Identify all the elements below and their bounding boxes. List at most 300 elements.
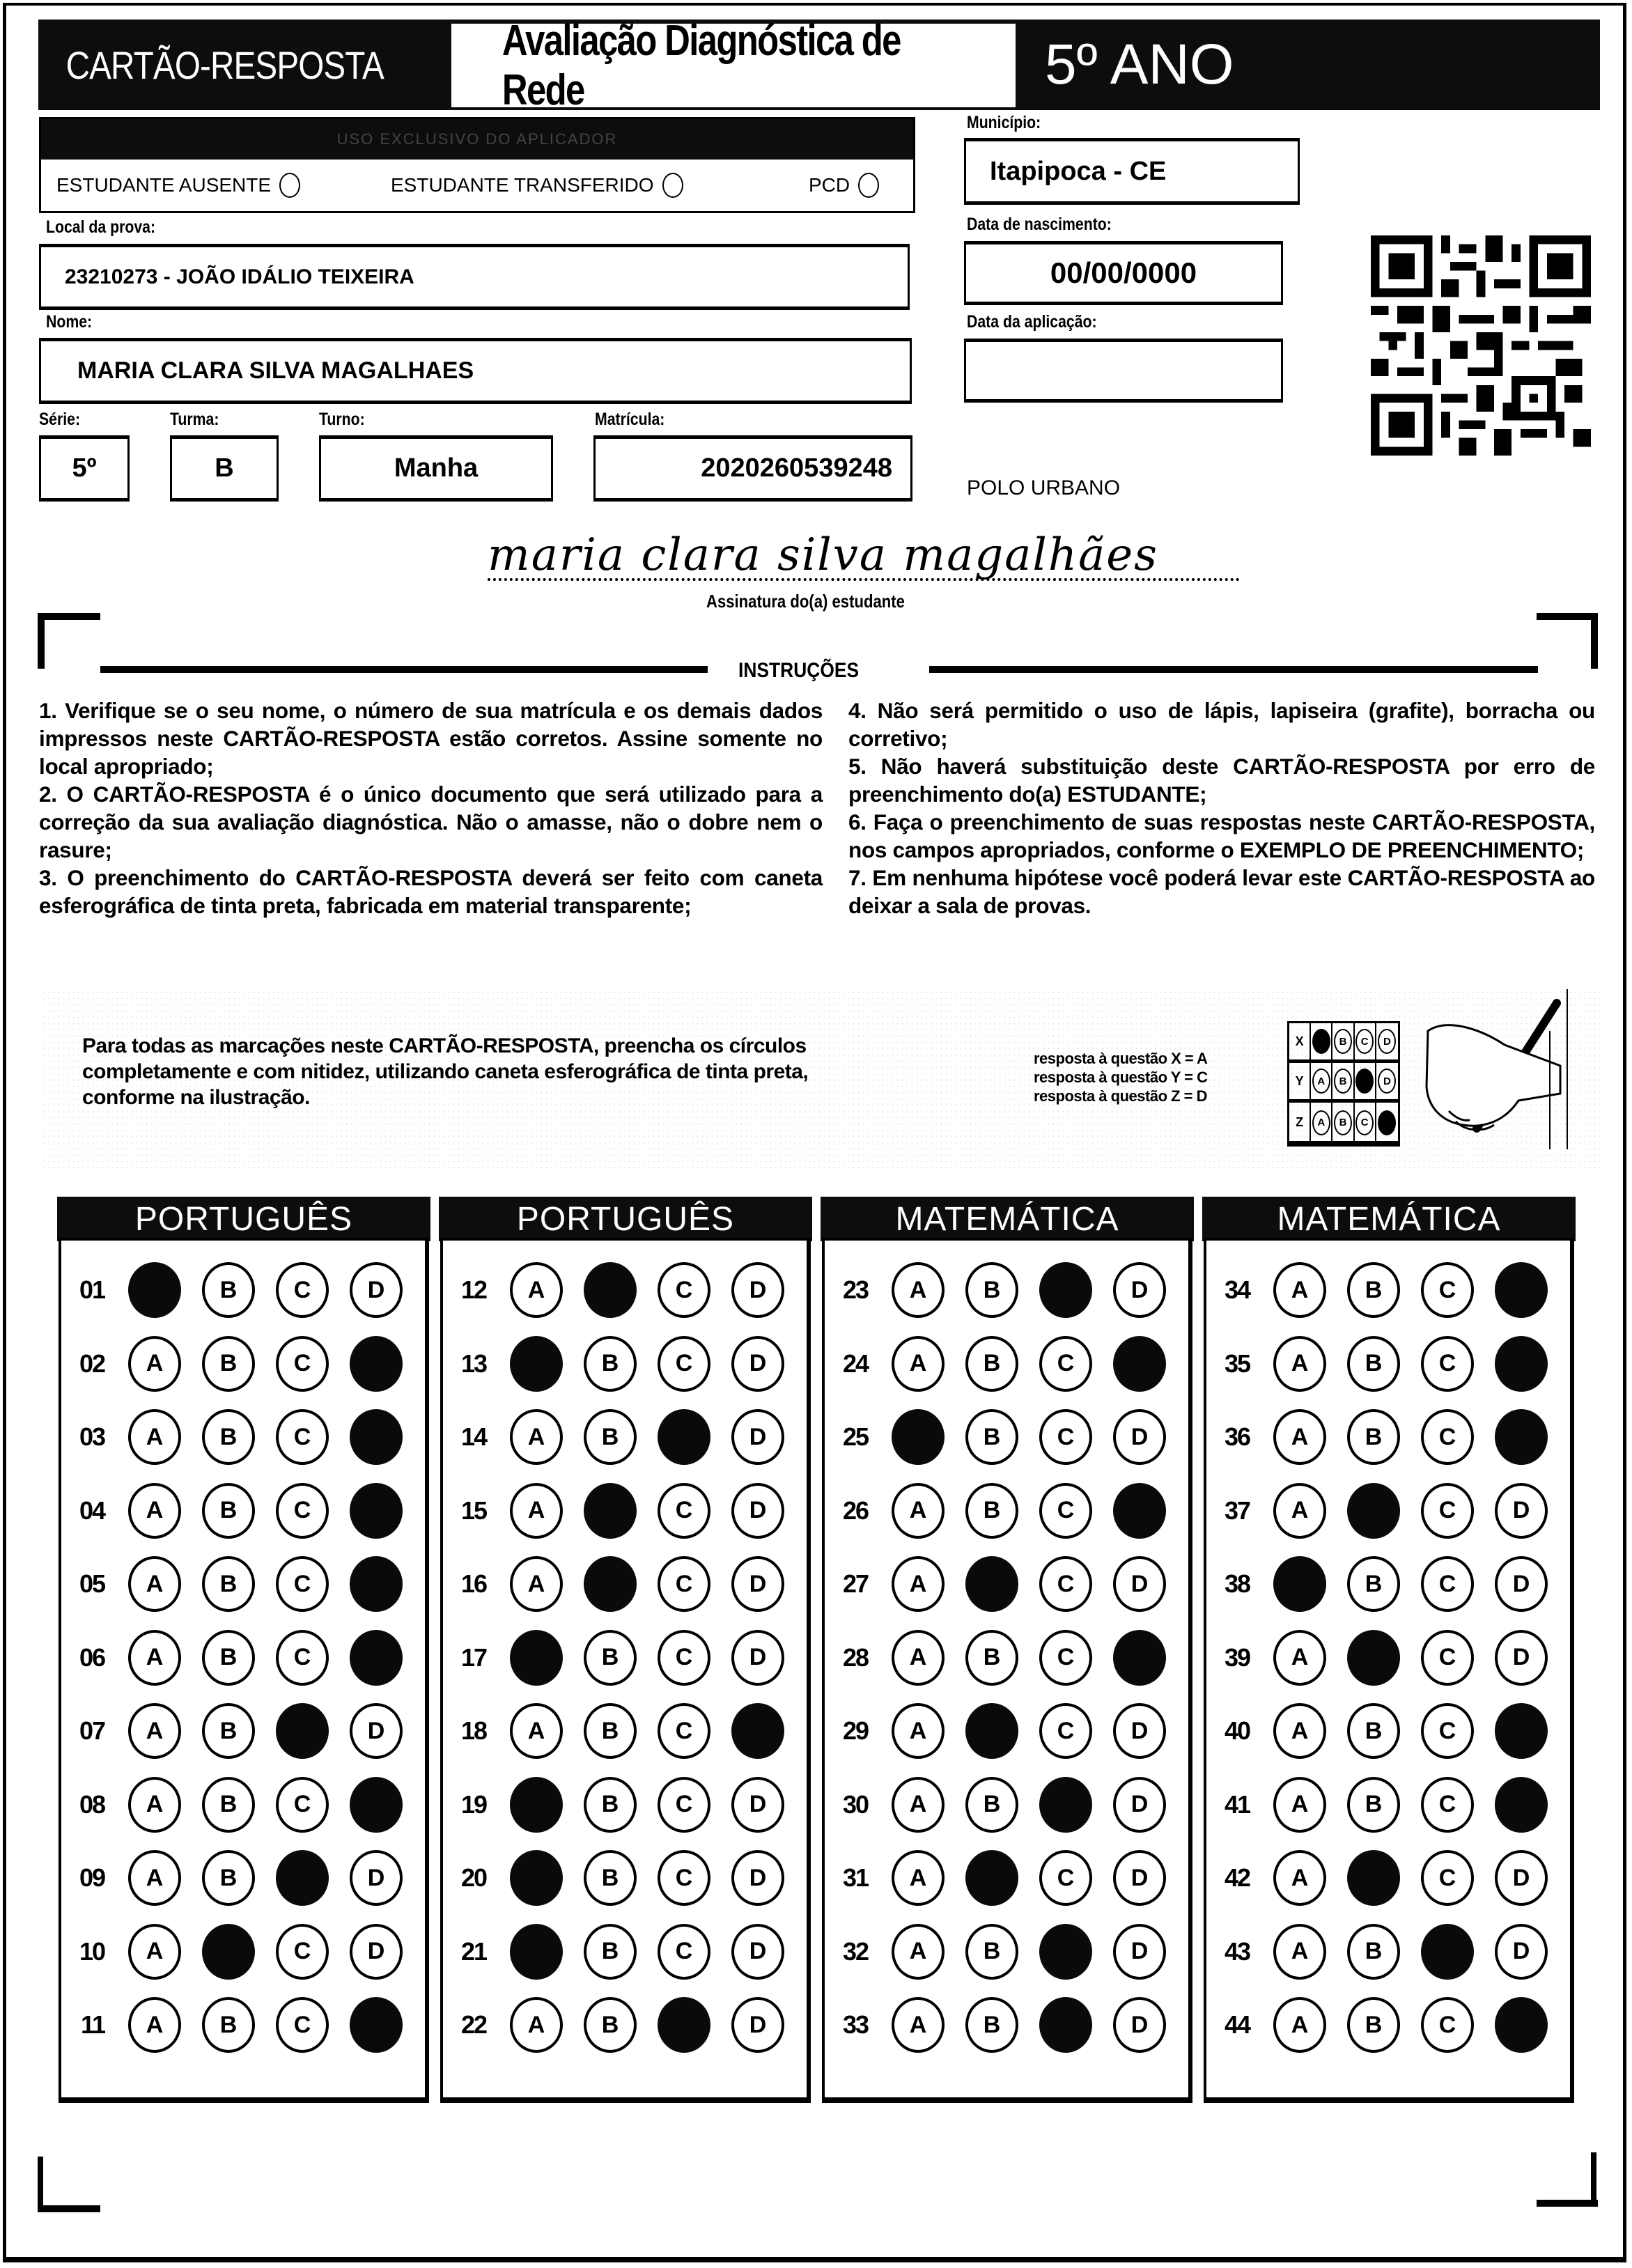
matricula-field	[593, 435, 912, 502]
answer-bubble-d[interactable]	[1495, 1997, 1548, 2053]
answer-bubble-c[interactable]	[1039, 1262, 1092, 1318]
answer-bubble-c[interactable]: C	[658, 1850, 710, 1906]
answer-bubble-a[interactable]: A	[1273, 1630, 1326, 1686]
corner-mark-tl	[38, 613, 100, 620]
answer-bubble-c[interactable]: C	[658, 1336, 710, 1392]
example-legend-x: resposta à questão X = A	[1034, 1050, 1208, 1067]
section-header-3: MATEMÁTICA	[821, 1197, 1194, 1241]
question-number: 16	[460, 1569, 486, 1598]
question-row	[832, 1630, 1166, 1686]
answer-bubble-c[interactable]	[658, 1409, 710, 1465]
answer-bubble-a[interactable]	[1273, 1556, 1326, 1612]
answer-bubble-a[interactable]: A	[1273, 1483, 1326, 1539]
answer-bubble-c[interactable]: C	[1039, 1630, 1092, 1686]
answer-bubble-c[interactable]: C	[1039, 1556, 1092, 1612]
option-absent[interactable]	[56, 173, 391, 198]
card-title: CARTÃO-RESPOSTA	[65, 42, 384, 87]
answer-bubble-a[interactable]: A	[892, 1997, 945, 2053]
turno-field	[319, 435, 553, 502]
instructions-title: INSTRUÇÕES	[738, 659, 860, 682]
example-cell	[1376, 1063, 1398, 1099]
answer-bubble-b[interactable]: B	[965, 1336, 1018, 1392]
municipio-value: Itapipoca - CE	[990, 156, 1167, 186]
answer-bubble-a[interactable]: A	[128, 1556, 181, 1612]
answer-bubble-d[interactable]	[1495, 1336, 1548, 1392]
example-bubble: B	[1334, 1110, 1352, 1135]
answer-bubble-c[interactable]	[1039, 1777, 1092, 1833]
answer-bubble-b[interactable]: B	[584, 1777, 637, 1833]
answer-bubble-a[interactable]: A	[1273, 1924, 1326, 1980]
nascimento-field	[964, 241, 1283, 305]
answer-bubble-a[interactable]: A	[1273, 1409, 1326, 1465]
question-number: 20	[460, 1863, 486, 1892]
answer-bubble-a[interactable]: A	[892, 1850, 945, 1906]
answer-bubble-c[interactable]: C	[658, 1630, 710, 1686]
example-cell	[1332, 1023, 1354, 1059]
answer-bubble-c[interactable]: C	[658, 1777, 710, 1833]
answer-bubble-d[interactable]	[1113, 1336, 1166, 1392]
answer-bubble-b[interactable]: B	[965, 1630, 1018, 1686]
answer-bubble-d[interactable]: D	[1495, 1483, 1548, 1539]
nascimento-label: Data de nascimento:	[967, 215, 1112, 234]
answer-bubble-b[interactable]	[965, 1556, 1018, 1612]
question-number: 25	[842, 1422, 868, 1451]
answer-bubble-c[interactable]: C	[1039, 1703, 1092, 1759]
answer-bubble-b[interactable]: B	[1347, 1997, 1400, 2053]
answer-bubble-c[interactable]	[1039, 1997, 1092, 2053]
answer-bubble-b[interactable]: B	[202, 1483, 255, 1539]
answer-bubble-b[interactable]: B	[202, 1262, 255, 1318]
example-cell	[1332, 1063, 1354, 1099]
answer-bubble-c[interactable]: C	[1421, 1777, 1474, 1833]
example-qlabel: X	[1289, 1023, 1311, 1059]
answer-bubble-c[interactable]: C	[1039, 1850, 1092, 1906]
radio-pcd[interactable]	[858, 173, 879, 198]
answer-bubble-a[interactable]	[510, 1630, 563, 1686]
question-number: 36	[1224, 1422, 1250, 1451]
instruction-1: 1. Verifique se o seu nome, o número de sua matrícula e os demais dados impressos neste CARTÃO-RESPOSTA estão corretos. Assine somente no local apropriado;	[39, 698, 823, 779]
answer-bubble-b[interactable]: B	[202, 1703, 255, 1759]
example-bubble: B	[1334, 1069, 1352, 1094]
question-row	[1213, 1630, 1548, 1686]
answer-bubble-b[interactable]: B	[584, 1924, 637, 1980]
signature-caption: Assinatura do(a) estudante	[706, 591, 905, 612]
answer-bubble-c[interactable]: C	[1421, 1556, 1474, 1612]
instruction-5: 5. Não haverá substituição deste CARTÃO-RESPOSTA por erro de preenchimento do(a) ESTUDANTE;	[848, 754, 1595, 807]
answer-bubble-a[interactable]: A	[892, 1630, 945, 1686]
question-row	[832, 1850, 1166, 1906]
question-row	[68, 1630, 403, 1686]
answer-bubble-c[interactable]: C	[658, 1556, 710, 1612]
question-number: 22	[460, 2010, 486, 2039]
answer-bubble-a[interactable]: A	[510, 1703, 563, 1759]
turma-label: Turma:	[170, 410, 219, 429]
question-row	[68, 1556, 403, 1612]
question-row	[1213, 1924, 1548, 1980]
answer-bubble-b[interactable]	[1347, 1850, 1400, 1906]
answer-bubble-d[interactable]	[350, 1777, 403, 1833]
question-number: 29	[842, 1716, 868, 1745]
answer-bubble-c[interactable]: C	[1039, 1409, 1092, 1465]
answer-bubble-d[interactable]: D	[1113, 1924, 1166, 1980]
instructions-right	[848, 697, 1595, 919]
question-number: 43	[1224, 1936, 1250, 1966]
radio-absent[interactable]	[279, 173, 300, 198]
answer-bubble-c[interactable]: C	[1421, 1483, 1474, 1539]
turma-field	[170, 435, 279, 502]
nome-value: MARIA CLARA SILVA MAGALHAES	[77, 357, 474, 384]
local-field	[39, 244, 910, 310]
matricula-label: Matrícula:	[595, 410, 665, 429]
answer-bubble-d[interactable]: D	[731, 1483, 784, 1539]
answer-bubble-d[interactable]: D	[1113, 1777, 1166, 1833]
question-row	[1213, 1850, 1548, 1906]
option-pcd[interactable]	[809, 173, 879, 198]
answer-bubble-a[interactable]	[510, 1924, 563, 1980]
question-number: 21	[460, 1936, 486, 1966]
example-row-z	[1289, 1103, 1398, 1142]
answer-bubble-d[interactable]: D	[731, 1924, 784, 1980]
answer-bubble-d[interactable]: D	[731, 1850, 784, 1906]
instruction-7: 7. Em nenhuma hipótese você poderá levar este CARTÃO-RESPOSTA ao deixar a sala de provas.	[848, 865, 1595, 918]
answer-bubble-b[interactable]: B	[1347, 1262, 1400, 1318]
question-number: 24	[842, 1349, 868, 1378]
answer-bubble-a[interactable]: A	[128, 1336, 181, 1392]
answer-bubble-b[interactable]	[965, 1850, 1018, 1906]
question-number: 15	[460, 1496, 486, 1525]
answer-bubble-a[interactable]	[510, 1850, 563, 1906]
question-number: 07	[79, 1716, 104, 1745]
answer-bubble-b[interactable]: B	[584, 1409, 637, 1465]
example-cell	[1376, 1023, 1398, 1059]
answer-bubble-a[interactable]: A	[892, 1262, 945, 1318]
answer-bubble-c[interactable]: C	[276, 1556, 329, 1612]
answer-bubble-b[interactable]: B	[584, 1850, 637, 1906]
answer-bubble-d[interactable]: D	[1495, 1924, 1548, 1980]
answer-bubble-b[interactable]: B	[202, 1336, 255, 1392]
question-row	[832, 1556, 1166, 1612]
question-number: 05	[79, 1569, 104, 1598]
example-instruction: Para todas as marcações neste CARTÃO-RESPOSTA, preencha os círculos completamente e com nitidez, utilizando caneta esferográfica de tinta preta, conforme na ilustração.	[82, 1034, 809, 1109]
answer-bubble-d[interactable]: D	[1495, 1630, 1548, 1686]
answer-bubble-d[interactable]	[1113, 1630, 1166, 1686]
example-bubble: B	[1334, 1029, 1352, 1054]
question-row	[68, 1409, 403, 1465]
question-row	[832, 1483, 1166, 1539]
question-number: 44	[1224, 2010, 1250, 2039]
answer-bubble-c[interactable]: C	[1421, 1336, 1474, 1392]
answer-bubble-a[interactable]: A	[510, 1997, 563, 2053]
answer-bubble-c[interactable]	[658, 1997, 710, 2053]
example-cell	[1355, 1063, 1376, 1099]
answer-bubble-d[interactable]: D	[350, 1262, 403, 1318]
example-cell	[1311, 1023, 1332, 1059]
assessment-title-text: Avaliação Diagnóstica de Rede	[502, 17, 901, 114]
answer-bubble-a[interactable]: A	[128, 1630, 181, 1686]
answer-bubble-b[interactable]	[202, 1924, 255, 1980]
answer-column-3	[822, 1238, 1192, 2103]
hand-pen-icon	[1400, 989, 1574, 1149]
question-number: 28	[842, 1642, 868, 1672]
answer-bubble-b[interactable]: B	[1347, 1777, 1400, 1833]
example-qlabel: Y	[1289, 1063, 1311, 1099]
option-transferred-label: ESTUDANTE TRANSFERIDO	[391, 174, 654, 196]
answer-bubble-d[interactable]: D	[1113, 1997, 1166, 2053]
question-number: 32	[842, 1936, 868, 1966]
answer-bubble-b[interactable]: B	[1347, 1409, 1400, 1465]
answer-bubble-c[interactable]: C	[276, 1630, 329, 1686]
municipio-label: Município:	[967, 113, 1041, 132]
corner-mark-bl	[38, 2157, 43, 2212]
answer-bubble-c[interactable]: C	[276, 1483, 329, 1539]
answer-bubble-b[interactable]: B	[965, 1409, 1018, 1465]
answer-bubble-c[interactable]: C	[276, 1777, 329, 1833]
question-row	[450, 1997, 784, 2053]
answer-bubble-c[interactable]: C	[1421, 1630, 1474, 1686]
answer-bubble-d[interactable]: D	[731, 1336, 784, 1392]
answer-bubble-b[interactable]: B	[584, 1630, 637, 1686]
answer-bubble-c[interactable]: C	[1421, 1997, 1474, 2053]
example-cell	[1355, 1023, 1376, 1059]
answer-bubble-d[interactable]	[350, 1409, 403, 1465]
answer-bubble-b[interactable]	[965, 1703, 1018, 1759]
answer-bubble-a[interactable]: A	[510, 1262, 563, 1318]
question-row	[68, 1997, 403, 2053]
answer-bubble-c[interactable]: C	[1421, 1262, 1474, 1318]
question-row	[832, 1703, 1166, 1759]
answer-bubble-d[interactable]	[350, 1336, 403, 1392]
answer-bubble-c[interactable]: C	[658, 1483, 710, 1539]
answer-bubble-c[interactable]	[1421, 1924, 1474, 1980]
answer-bubble-d[interactable]: D	[1113, 1262, 1166, 1318]
answer-bubble-b[interactable]: B	[202, 1997, 255, 2053]
answer-bubble-b[interactable]: B	[202, 1850, 255, 1906]
question-number: 13	[460, 1349, 486, 1378]
answer-bubble-d[interactable]: D	[1113, 1703, 1166, 1759]
answer-bubble-b[interactable]	[584, 1262, 637, 1318]
answer-bubble-d[interactable]: D	[350, 1703, 403, 1759]
question-row	[832, 1409, 1166, 1465]
question-number: 06	[79, 1642, 104, 1672]
answer-bubble-d[interactable]: D	[731, 1630, 784, 1686]
answer-bubble-d[interactable]: D	[350, 1924, 403, 1980]
question-number: 40	[1224, 1716, 1250, 1745]
answer-bubble-d[interactable]: D	[1113, 1850, 1166, 1906]
answer-bubble-d[interactable]	[1113, 1483, 1166, 1539]
answer-bubble-a[interactable]: A	[128, 1409, 181, 1465]
answer-bubble-b[interactable]: B	[1347, 1556, 1400, 1612]
applicator-options	[41, 160, 913, 211]
matricula-value: 2020260539248	[701, 453, 892, 483]
answer-bubble-b[interactable]	[584, 1483, 637, 1539]
answer-bubble-c[interactable]: C	[658, 1924, 710, 1980]
answer-bubble-d[interactable]	[1495, 1262, 1548, 1318]
question-number: 31	[842, 1863, 868, 1892]
answer-bubble-b[interactable]: B	[1347, 1924, 1400, 1980]
corner-mark-tl	[38, 613, 45, 669]
answer-bubble-a[interactable]: A	[892, 1556, 945, 1612]
answer-bubble-d[interactable]: D	[1113, 1556, 1166, 1612]
question-number: 10	[79, 1936, 104, 1966]
question-row	[450, 1777, 784, 1833]
answer-bubble-b[interactable]	[1347, 1630, 1400, 1686]
answer-bubble-c[interactable]: C	[276, 1336, 329, 1392]
answer-bubble-b[interactable]	[1347, 1483, 1400, 1539]
answer-bubble-a[interactable]: A	[892, 1777, 945, 1833]
question-row	[1213, 1409, 1548, 1465]
answer-bubble-a[interactable]: A	[128, 1924, 181, 1980]
example-legend	[1034, 1049, 1207, 1105]
answer-bubble-b[interactable]: B	[584, 1997, 637, 2053]
answer-bubble-b[interactable]: B	[965, 1997, 1018, 2053]
example-bubble-filled	[1378, 1110, 1396, 1135]
answer-bubble-a[interactable]	[510, 1336, 563, 1392]
answer-bubble-c[interactable]	[1039, 1924, 1092, 1980]
answer-bubble-b[interactable]: B	[965, 1777, 1018, 1833]
answer-bubble-b[interactable]: B	[965, 1924, 1018, 1980]
answer-bubble-a[interactable]: A	[128, 1703, 181, 1759]
question-number: 33	[842, 2010, 868, 2039]
answer-bubble-a[interactable]	[128, 1262, 181, 1318]
answer-bubble-b[interactable]: B	[202, 1630, 255, 1686]
answer-bubble-a[interactable]: A	[510, 1556, 563, 1612]
answer-bubble-b[interactable]: B	[965, 1262, 1018, 1318]
example-bubble: C	[1355, 1029, 1374, 1054]
answer-bubble-d[interactable]: D	[350, 1850, 403, 1906]
example-cell	[1355, 1103, 1376, 1142]
answer-bubble-c[interactable]: C	[658, 1703, 710, 1759]
answer-bubble-a[interactable]: A	[128, 1483, 181, 1539]
answer-bubble-d[interactable]: D	[731, 1777, 784, 1833]
answer-bubble-a[interactable]: A	[1273, 1262, 1326, 1318]
answer-bubble-a[interactable]: A	[510, 1409, 563, 1465]
question-number: 34	[1224, 1275, 1250, 1304]
answer-bubble-a[interactable]	[510, 1777, 563, 1833]
answer-bubble-c[interactable]: C	[276, 1997, 329, 2053]
example-legend-z: resposta à questão Z = D	[1034, 1087, 1208, 1105]
answer-bubble-d[interactable]: D	[731, 1409, 784, 1465]
question-row	[450, 1703, 784, 1759]
answer-bubble-a[interactable]: A	[510, 1483, 563, 1539]
answer-bubble-d[interactable]	[350, 1997, 403, 2053]
answer-bubble-d[interactable]: D	[1113, 1409, 1166, 1465]
answer-bubble-b[interactable]: B	[584, 1336, 637, 1392]
answer-bubble-a[interactable]: A	[128, 1777, 181, 1833]
answer-bubble-c[interactable]: C	[1421, 1703, 1474, 1759]
question-row	[68, 1850, 403, 1906]
answer-bubble-d[interactable]	[1495, 1703, 1548, 1759]
question-row	[450, 1924, 784, 1980]
answer-bubble-a[interactable]: A	[128, 1997, 181, 2053]
answer-bubble-a[interactable]: A	[1273, 1336, 1326, 1392]
grade-title: 5º ANO	[1045, 33, 1234, 96]
turma-value: B	[215, 453, 234, 483]
question-number: 18	[460, 1716, 486, 1745]
question-number: 17	[460, 1642, 486, 1672]
answer-bubble-a[interactable]: A	[1273, 1850, 1326, 1906]
answer-bubble-d[interactable]	[1495, 1409, 1548, 1465]
question-row	[832, 1262, 1166, 1318]
municipio-field	[964, 138, 1300, 205]
answer-bubble-c[interactable]: C	[1039, 1336, 1092, 1392]
question-row	[68, 1924, 403, 1980]
answer-bubble-c[interactable]	[276, 1850, 329, 1906]
answer-bubble-a[interactable]	[892, 1409, 945, 1465]
answer-bubble-c[interactable]: C	[1421, 1850, 1474, 1906]
answer-bubble-b[interactable]: B	[1347, 1336, 1400, 1392]
answer-bubble-c[interactable]: C	[1421, 1409, 1474, 1465]
answer-bubble-b[interactable]: B	[202, 1777, 255, 1833]
question-number: 04	[79, 1496, 104, 1525]
answer-column-1	[59, 1238, 429, 2103]
answer-bubble-d[interactable]	[1495, 1777, 1548, 1833]
answer-bubble-d[interactable]	[350, 1630, 403, 1686]
question-row	[832, 1777, 1166, 1833]
answer-bubble-d[interactable]	[350, 1483, 403, 1539]
question-number: 01	[79, 1275, 104, 1304]
answer-bubble-b[interactable]: B	[202, 1409, 255, 1465]
signature-line[interactable]	[488, 578, 1240, 581]
answer-bubble-a[interactable]: A	[1273, 1997, 1326, 2053]
student-signature: maria clara silva magalhães	[488, 529, 1158, 581]
answer-bubble-a[interactable]: A	[1273, 1703, 1326, 1759]
answer-bubble-a[interactable]: A	[1273, 1777, 1326, 1833]
aplicacao-label: Data da aplicação:	[967, 312, 1097, 332]
answer-bubble-d[interactable]: D	[1495, 1850, 1548, 1906]
option-transferred[interactable]	[391, 173, 809, 198]
example-bubble-filled	[1312, 1029, 1330, 1054]
answer-bubble-a[interactable]: A	[892, 1336, 945, 1392]
answer-bubble-c[interactable]	[276, 1703, 329, 1759]
answer-bubble-b[interactable]: B	[965, 1483, 1018, 1539]
answer-bubble-d[interactable]	[350, 1556, 403, 1612]
qr-code-icon	[1371, 235, 1591, 456]
answer-bubble-c[interactable]: C	[276, 1924, 329, 1980]
example-cell	[1311, 1103, 1332, 1142]
answer-bubble-a[interactable]: A	[892, 1483, 945, 1539]
answer-bubble-d[interactable]: D	[731, 1997, 784, 2053]
question-number: 42	[1224, 1863, 1250, 1892]
answer-bubble-b[interactable]	[584, 1556, 637, 1612]
answer-bubble-a[interactable]: A	[128, 1850, 181, 1906]
radio-transferred[interactable]	[662, 173, 683, 198]
applicator-title: USO EXCLUSIVO DO APLICADOR	[41, 119, 913, 160]
answer-bubble-c[interactable]: C	[1039, 1483, 1092, 1539]
answer-bubble-b[interactable]: B	[202, 1556, 255, 1612]
example-legend-y: resposta à questão Y = C	[1034, 1069, 1208, 1086]
aplicacao-field[interactable]	[964, 339, 1283, 403]
question-row	[832, 1336, 1166, 1392]
question-number: 09	[79, 1863, 104, 1892]
question-number: 27	[842, 1569, 868, 1598]
answer-bubble-c[interactable]: C	[276, 1409, 329, 1465]
question-number: 11	[80, 2010, 104, 2039]
answer-bubble-a[interactable]: A	[892, 1703, 945, 1759]
answer-bubble-d[interactable]: D	[731, 1556, 784, 1612]
answer-bubble-c[interactable]: C	[658, 1262, 710, 1318]
question-row	[1213, 1777, 1548, 1833]
answer-bubble-d[interactable]: D	[731, 1262, 784, 1318]
answer-bubble-a[interactable]: A	[892, 1924, 945, 1980]
answer-bubble-d[interactable]	[731, 1703, 784, 1759]
answer-bubble-d[interactable]: D	[1495, 1556, 1548, 1612]
nascimento-value: 00/00/0000	[1050, 256, 1197, 289]
answer-bubble-b[interactable]: B	[1347, 1703, 1400, 1759]
example-bubble: A	[1312, 1069, 1330, 1094]
answer-bubble-c[interactable]: C	[276, 1262, 329, 1318]
answer-bubble-b[interactable]: B	[584, 1703, 637, 1759]
applicator-box	[39, 117, 915, 213]
